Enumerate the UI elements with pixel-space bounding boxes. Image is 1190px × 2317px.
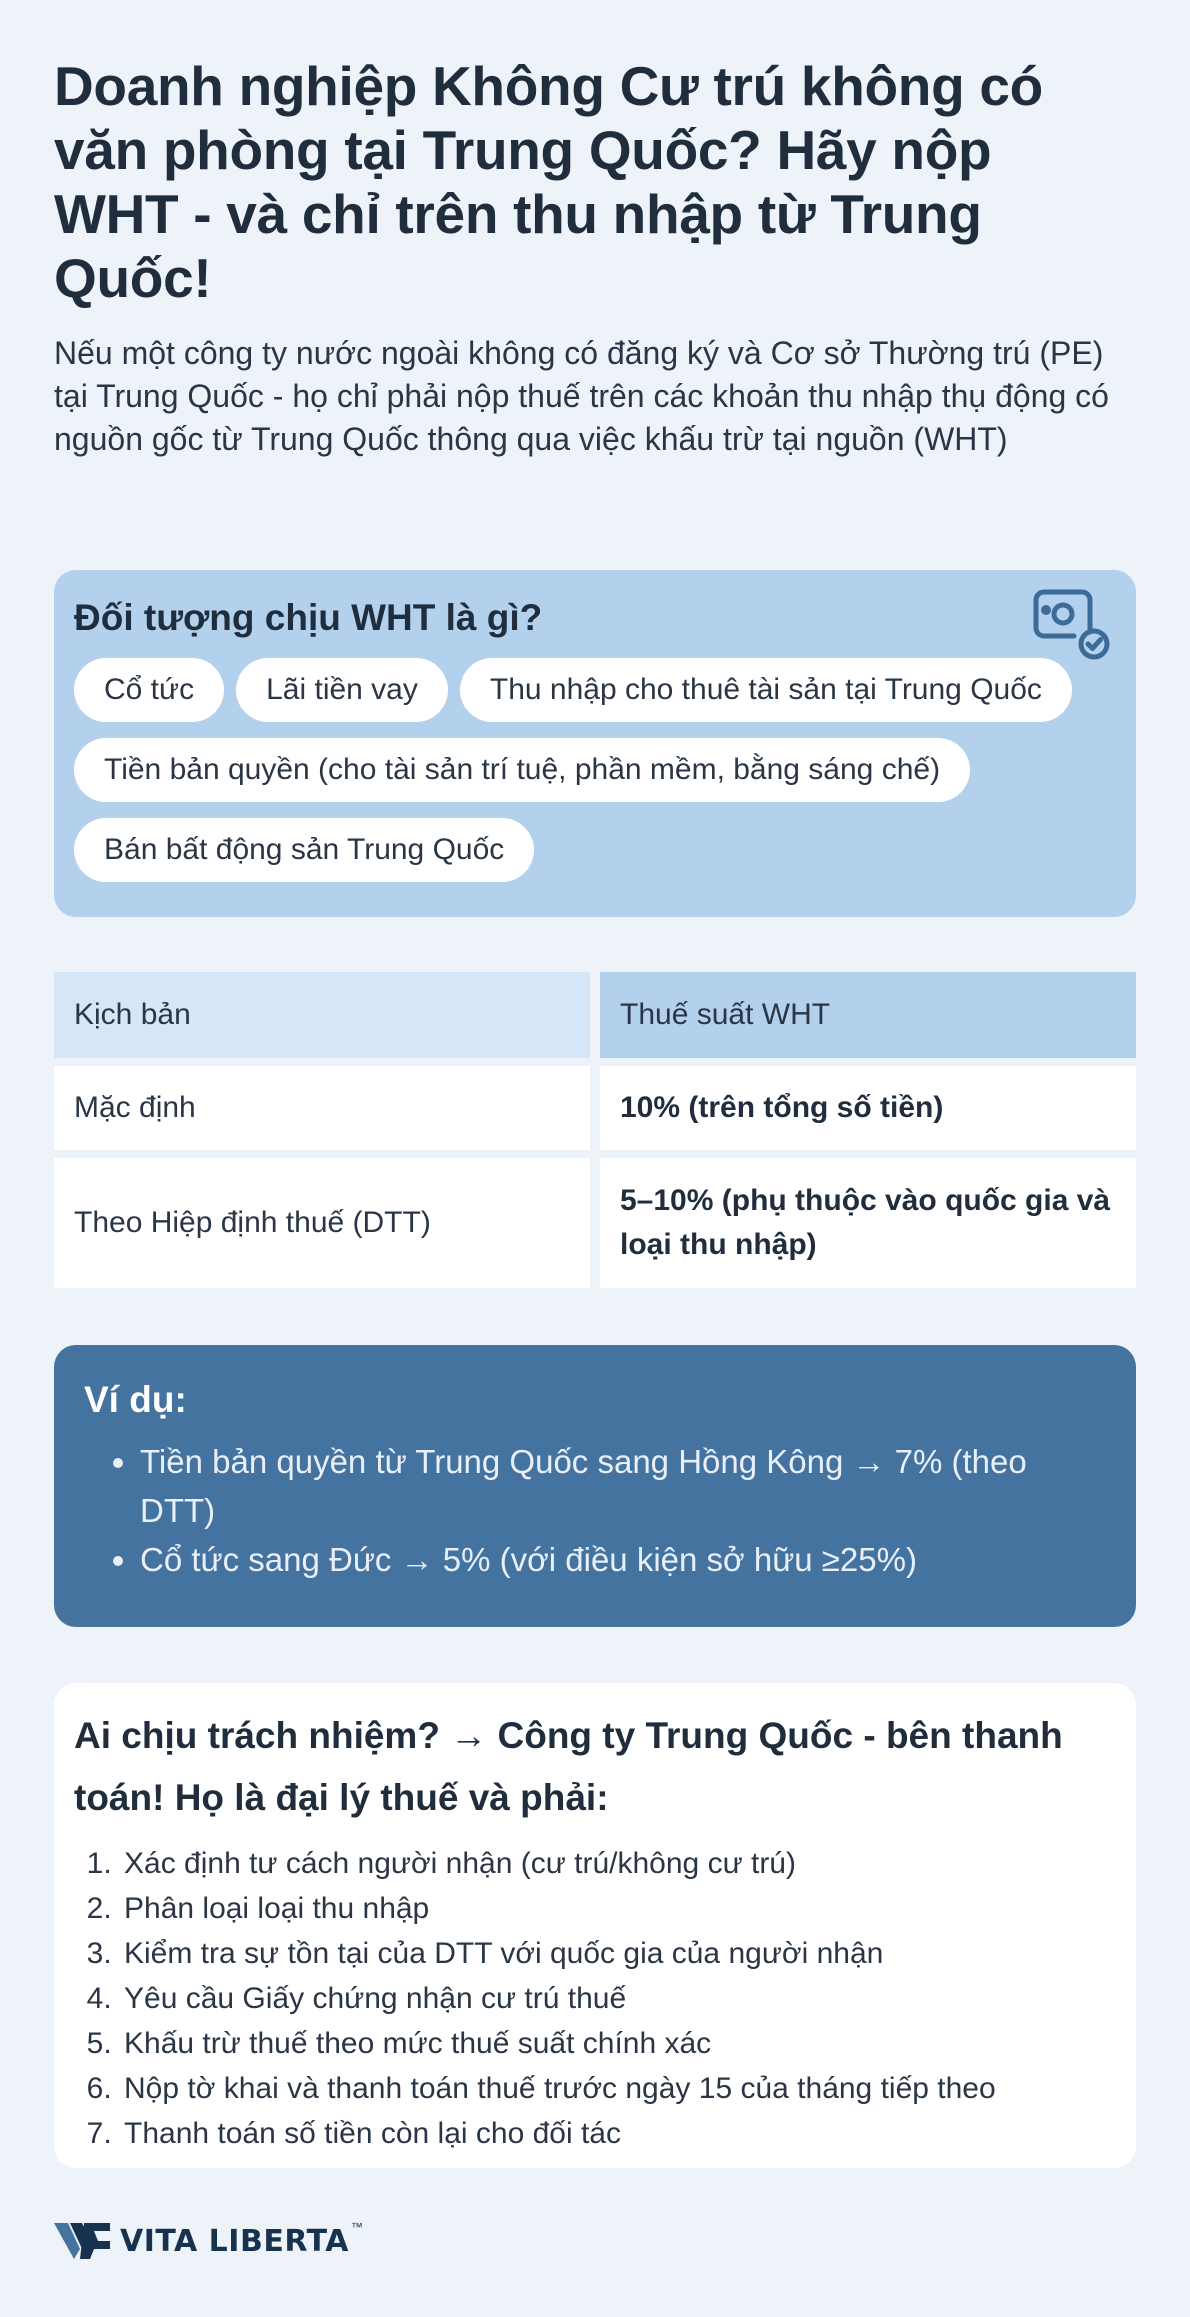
list-item: • Cổ tức sang Đức → 5% (với điều kiện sở hữu ≥25%) (140, 1535, 1106, 1584)
lead-paragraph: Nếu một công ty nước ngoài không có đăng ký và Cơ sở Thường trú (PE) tại Trung Quốc - họ chỉ phải nộp thuế trên các khoản thu nhập thụ động có nguồn gốc từ Trung Quốc thông qua việc khấu trừ tại nguồn (WHT) (54, 335, 1109, 457)
chip-dividends: Cổ tức (74, 658, 224, 722)
table-cell-rate: 10% (trên tổng số tiền) (600, 1066, 1136, 1150)
list-item: 2. Phân loại loại thu nhập (120, 1886, 1116, 1931)
example-card (54, 1345, 1136, 1627)
responsibility-card (54, 1683, 1136, 2168)
table-cell-scenario: Theo Hiệp định thuế (DTT) (54, 1158, 590, 1288)
chip-royalties: Tiền bản quyền (cho tài sản trí tuệ, phần mềm, bằng sáng chế) (74, 738, 970, 802)
table-cell-rate: 5–10% (phụ thuộc vào quốc gia và loại thu nhập) (600, 1158, 1136, 1288)
example-list (84, 1437, 1106, 1584)
chip-rental-income: Thu nhập cho thuê tài sản tại Trung Quốc (460, 658, 1072, 722)
table-row (54, 1158, 1136, 1288)
table-header-row (54, 972, 1136, 1058)
vita-liberta-logo-icon (54, 2219, 110, 2263)
example-heading: Ví dụ: (84, 1379, 187, 1420)
list-item: 3. Kiểm tra sự tồn tại của DTT với quốc gia của người nhận (120, 1931, 1116, 1976)
wht-rate-table (54, 972, 1136, 1288)
table-row (54, 1066, 1136, 1150)
list-item: • Tiền bản quyền từ Trung Quốc sang Hồng Kông → 7% (theo DTT) (140, 1437, 1106, 1535)
wht-subject-chips (74, 658, 1124, 898)
trademark-symbol: ™ (350, 2220, 363, 2234)
table-header-scenario: Kịch bản (54, 972, 590, 1058)
list-item: 4. Yêu cầu Giấy chứng nhận cư trú thuế (120, 1976, 1116, 2021)
responsibility-heading: Ai chịu trách nhiệm? → Công ty Trung Quốc - bên thanh toán! Họ là đại lý thuế và phải: (74, 1715, 1063, 1818)
chip-real-estate-sale: Bán bất động sản Trung Quốc (74, 818, 534, 882)
responsibility-steps (74, 1841, 1116, 2156)
page-title: Doanh nghiệp Không Cư trú không có văn phòng tại Trung Quốc? Hãy nộp WHT - và chỉ trên thu nhập từ Trung Quốc! (54, 55, 1043, 309)
wht-subjects-heading: Đối tượng chịu WHT là gì? (74, 597, 543, 638)
list-item: 7. Thanh toán số tiền còn lại cho đối tác (120, 2111, 1116, 2156)
list-item: 1. Xác định tư cách người nhận (cư trú/không cư trú) (120, 1841, 1116, 1886)
infographic (54, 54, 1136, 2259)
brand-name: VITA LIBERTA (120, 2223, 349, 2259)
list-item: 5. Khấu trừ thuế theo mức thuế suất chính xác (120, 2021, 1116, 2066)
chip-loan-interest: Lãi tiền vay (236, 658, 448, 722)
table-cell-scenario: Mặc định (54, 1066, 590, 1150)
list-item: 6. Nộp tờ khai và thanh toán thuế trước ngày 15 của tháng tiếp theo (120, 2066, 1116, 2111)
brand-logo (54, 2216, 363, 2266)
camera-check-icon (1032, 588, 1114, 660)
table-header-rate: Thuế suất WHT (600, 972, 1136, 1058)
wht-subjects-card (54, 570, 1136, 917)
